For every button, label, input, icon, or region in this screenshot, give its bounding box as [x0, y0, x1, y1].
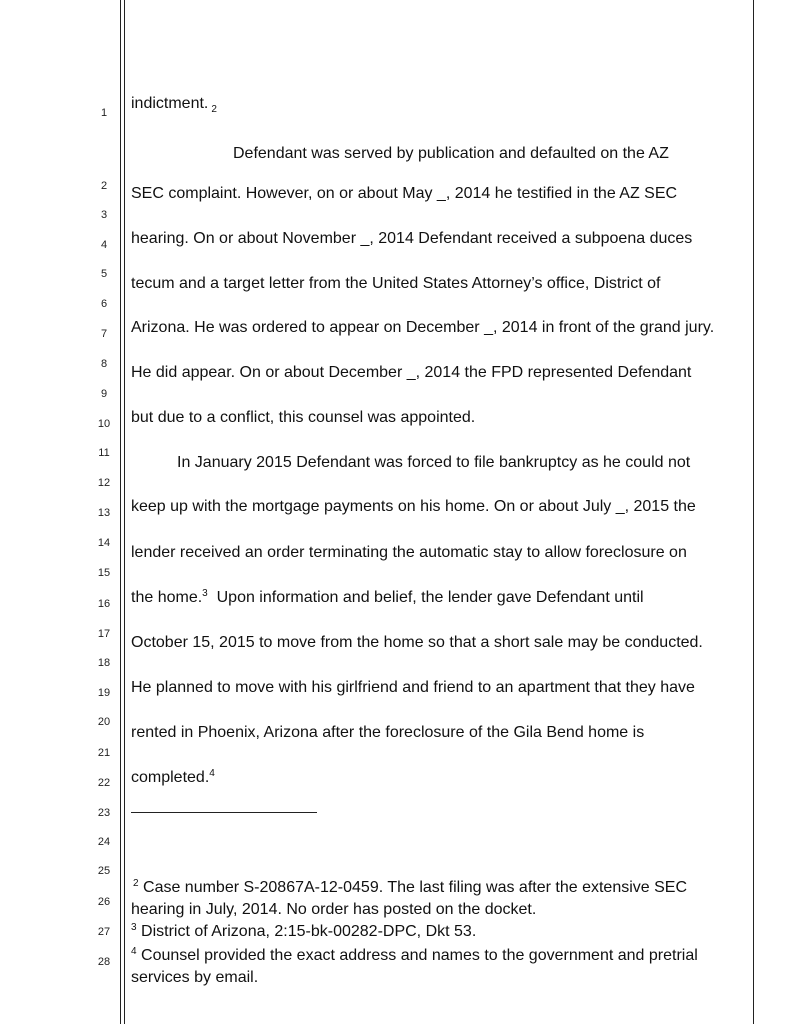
line-number: 11 — [98, 447, 110, 459]
line-number: 22 — [97, 777, 111, 789]
line-number: 27 — [97, 926, 111, 938]
right-margin-rule — [753, 0, 754, 1024]
body-line: In January 2015 Defendant was forced to file bankruptcy as he could not — [177, 454, 691, 471]
body-text: indictment. — [131, 95, 209, 112]
line-number: 2 — [100, 180, 108, 192]
line-number: 20 — [97, 716, 111, 728]
body-line — [131, 588, 644, 608]
footnote-mark: 4 — [131, 946, 137, 957]
line-number: 18 — [97, 657, 111, 669]
line-number: 25 — [97, 865, 111, 877]
line-number: 17 — [97, 628, 111, 640]
footnote-line — [131, 946, 698, 966]
body-line — [131, 94, 217, 114]
body-text: the home. — [131, 589, 203, 606]
body-line: He planned to move with his girlfriend and friend to an apartment that they have — [131, 679, 695, 696]
line-number: 19 — [97, 687, 111, 699]
body-line: He did appear. On or about December _, 2014 the FPD represented Defendant — [131, 364, 692, 381]
footnote-ref: 2 — [211, 104, 217, 115]
line-number: 28 — [97, 956, 111, 968]
body-line: tecum and a target letter from the United States Attorney’s office, District of — [131, 275, 661, 292]
body-line: SEC complaint. However, on or about May _, 2014 he testified in the AZ SEC — [131, 185, 678, 202]
line-number: 3 — [100, 209, 108, 221]
footnote-line: services by email. — [131, 969, 259, 986]
footnote-text: District of Arizona, 2:15-bk-00282-DPC, Dkt 53. — [136, 923, 477, 940]
footnote-mark: 3 — [131, 922, 137, 933]
footnote-line: hearing in July, 2014. No order has posted on the docket. — [131, 901, 537, 918]
footnote-mark: 2 — [133, 878, 139, 889]
left-margin-rule-outer — [120, 0, 121, 1024]
line-number: 12 — [97, 477, 111, 489]
line-number: 14 — [97, 537, 111, 549]
left-margin-rule-inner — [124, 0, 125, 1024]
line-number: 15 — [97, 567, 111, 579]
body-line: Arizona. He was ordered to appear on December _, 2014 in front of the grand jury. — [131, 319, 715, 336]
body-line: Defendant was served by publication and defaulted on the AZ — [233, 145, 669, 162]
line-number: 9 — [100, 388, 108, 400]
line-number: 24 — [97, 836, 111, 848]
line-number: 5 — [100, 268, 108, 280]
line-number: 4 — [100, 239, 108, 251]
footnote-line — [131, 922, 476, 942]
footnote-text: Counsel provided the exact address and names to the government and pretrial — [136, 947, 698, 964]
line-number: 6 — [100, 298, 108, 310]
body-line: October 15, 2015 to move from the home so that a short sale may be conducted. — [131, 634, 703, 651]
body-line: keep up with the mortgage payments on his home. On or about July _, 2015 the — [131, 498, 696, 515]
body-line: hearing. On or about November _, 2014 Defendant received a subpoena duces — [131, 230, 693, 247]
line-number: 13 — [97, 507, 111, 519]
body-line: rented in Phoenix, Arizona after the foreclosure of the Gila Bend home is — [131, 724, 645, 741]
body-line: but due to a conflict, this counsel was appointed. — [131, 409, 476, 426]
line-number: 26 — [97, 896, 111, 908]
footnote-line — [133, 878, 687, 898]
body-text: Upon information and belief, the lender gave Defendant until — [207, 589, 644, 606]
body-line: lender received an order terminating the automatic stay to allow foreclosure on — [131, 544, 687, 561]
line-number: 8 — [100, 358, 108, 370]
body-line — [131, 768, 215, 788]
line-number: 21 — [97, 747, 111, 759]
footnote-ref: 3 — [202, 588, 208, 599]
footnote-separator — [131, 812, 317, 813]
line-number: 1 — [100, 107, 108, 119]
body-text: completed. — [131, 769, 210, 786]
footnote-ref: 4 — [209, 768, 215, 779]
line-number: 7 — [100, 328, 108, 340]
line-number: 16 — [97, 598, 111, 610]
line-number: 23 — [97, 807, 111, 819]
line-number: 10 — [97, 418, 111, 430]
footnote-text: Case number S-20867A-12-0459. The last filing was after the extensive SEC — [138, 879, 688, 896]
